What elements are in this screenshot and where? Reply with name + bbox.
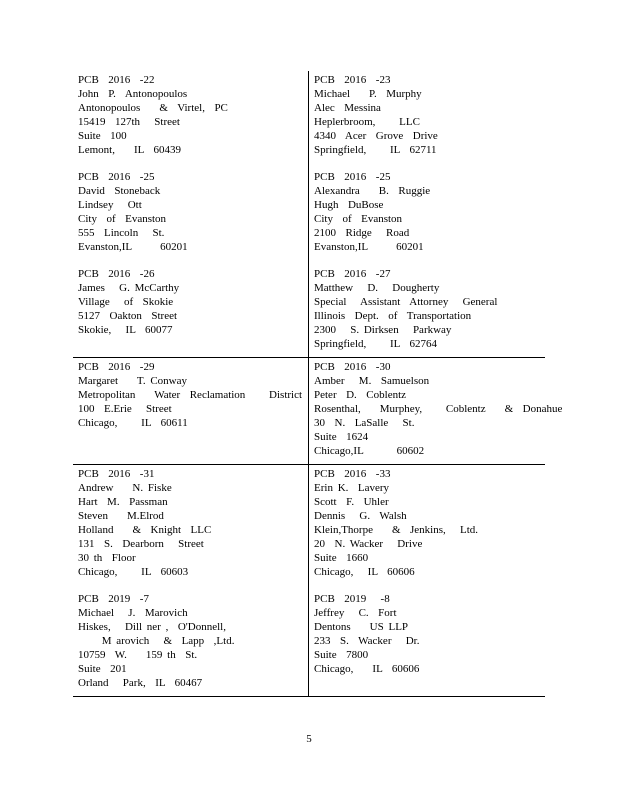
service-entry	[314, 170, 539, 254]
case-number: PCB 2016 -26	[78, 268, 155, 280]
address-line: 5127 Oakton Street	[78, 310, 178, 322]
address-line: City of Evanston	[78, 213, 167, 225]
case-number: PCB 2016 -31	[78, 468, 155, 480]
address-line: Chicago,IL 60602	[314, 445, 425, 457]
address-line: Evanston,IL 60201	[314, 241, 424, 253]
address-line: Rosenthal, Murphey, Coblentz & Donahue	[314, 403, 563, 415]
table-row	[73, 358, 563, 465]
address-line: Peter D. Coblentz	[314, 389, 407, 401]
address-line: Lindsey Ott	[78, 199, 142, 211]
case-number: PCB 2019 -7	[78, 593, 149, 605]
case-number: PCB 2019 -8	[314, 593, 390, 605]
address-line: 555 Lincoln St.	[78, 227, 165, 239]
address-line: Heplerbroom, LLC	[314, 116, 420, 128]
address-line: Antonopoulos & Virtel, PC	[78, 102, 228, 114]
service-entry	[78, 267, 302, 337]
address-line: Chicago, IL 60611	[78, 417, 188, 429]
service-entry	[314, 467, 539, 579]
left-cell	[73, 358, 309, 464]
service-entry	[78, 360, 302, 430]
address-line: Suite 7800	[314, 649, 369, 661]
address-line: Michael J. Marovich	[78, 607, 188, 619]
address-line: Special Assistant Attorney General	[314, 296, 498, 308]
service-list-table	[73, 71, 563, 697]
address-line: Orland Park, IL 60467	[78, 677, 203, 689]
address-line: David Stoneback	[78, 185, 161, 197]
address-line: Matthew D. Dougherty	[314, 282, 440, 294]
case-number: PCB 2016 -23	[314, 74, 391, 86]
address-line: Chicago, IL 60606	[314, 566, 415, 578]
address-line: 100 E.Erie Street	[78, 403, 172, 415]
address-line: 30 N. LaSalle St.	[314, 417, 415, 429]
address-line: City of Evanston	[314, 213, 403, 225]
address-line: Chicago, IL 60606	[314, 663, 420, 675]
address-line: Suite 201	[78, 663, 127, 675]
address-line: Margaret T. Conway	[78, 375, 187, 387]
right-cell	[309, 71, 545, 357]
address-line: 15419 127th Street	[78, 116, 180, 128]
case-number: PCB 2016 -27	[314, 268, 391, 280]
address-line: Springfield, IL 62711	[314, 144, 437, 156]
address-line: 10759 W. 159 th St.	[78, 649, 198, 661]
address-line: Metropolitan Water Reclamation District	[78, 389, 303, 401]
address-line: 2100 Ridge Road	[314, 227, 410, 239]
service-entry	[314, 360, 563, 458]
table-row	[73, 71, 545, 358]
address-line: M arovich & Lapp ,Ltd.	[78, 635, 235, 647]
address-line: 30 th Floor	[78, 552, 136, 564]
address-line: Skokie, IL 60077	[78, 324, 173, 336]
address-line: Suite 1624	[314, 431, 369, 443]
address-line: John P. Antonopoulos	[78, 88, 188, 100]
address-line: Evanston,IL 60201	[78, 241, 188, 253]
address-line: Springfield, IL 62764	[314, 338, 437, 350]
address-line: Michael P. Murphy	[314, 88, 422, 100]
address-line: Amber M. Samuelson	[314, 375, 430, 387]
address-line: Steven M.Elrod	[78, 510, 164, 522]
address-line: Illinois Dept. of Transportation	[314, 310, 472, 322]
service-entry	[78, 73, 302, 157]
table-row	[73, 465, 545, 697]
address-line: 131 S. Dearborn Street	[78, 538, 204, 550]
address-line: Suite 100	[78, 130, 127, 142]
service-entry	[78, 467, 302, 579]
address-line: 2300 S. Dirksen Parkway	[314, 324, 452, 336]
address-line: 4340 Acer Grove Drive	[314, 130, 438, 142]
right-cell	[309, 465, 545, 696]
address-line: 233 S. Wacker Dr.	[314, 635, 420, 647]
case-number: PCB 2016 -29	[78, 361, 155, 373]
address-line: 20 N. Wacker Drive	[314, 538, 423, 550]
address-line: Alexandra B. Ruggie	[314, 185, 431, 197]
address-line: Lemont, IL 60439	[78, 144, 181, 156]
page-number: 5	[306, 733, 312, 745]
case-number: PCB 2016 -22	[78, 74, 155, 86]
service-entry	[314, 73, 539, 157]
service-entry	[78, 170, 302, 254]
address-line: Hugh DuBose	[314, 199, 384, 211]
address-line: Village of Skokie	[78, 296, 174, 308]
address-line: James G. McCarthy	[78, 282, 180, 294]
address-line: Dentons US LLP	[314, 621, 409, 633]
address-line: Klein,Thorpe & Jenkins, Ltd.	[314, 524, 479, 536]
address-line: Hiskes, Dill ner , O'Donnell,	[78, 621, 226, 633]
address-line: Hart M. Passman	[78, 496, 168, 508]
address-line: Dennis G. Walsh	[314, 510, 407, 522]
left-cell	[73, 465, 309, 696]
address-line: Scott F. Uhler	[314, 496, 389, 508]
address-line: Holland & Knight LLC	[78, 524, 212, 536]
right-cell	[309, 358, 563, 464]
address-line: Suite 1660	[314, 552, 369, 564]
address-line: Alec Messina	[314, 102, 381, 114]
address-line: Chicago, IL 60603	[78, 566, 189, 578]
case-number: PCB 2016 -25	[314, 171, 391, 183]
case-number: PCB 2016 -33	[314, 468, 391, 480]
case-number: PCB 2016 -30	[314, 361, 391, 373]
address-line: Erin K. Lavery	[314, 482, 390, 494]
address-line: Jeffrey C. Fort	[314, 607, 397, 619]
service-entry	[78, 592, 302, 690]
case-number: PCB 2016 -25	[78, 171, 155, 183]
left-cell	[73, 71, 309, 357]
service-entry	[314, 592, 539, 676]
address-line: Andrew N. Fiske	[78, 482, 172, 494]
service-entry	[314, 267, 539, 351]
